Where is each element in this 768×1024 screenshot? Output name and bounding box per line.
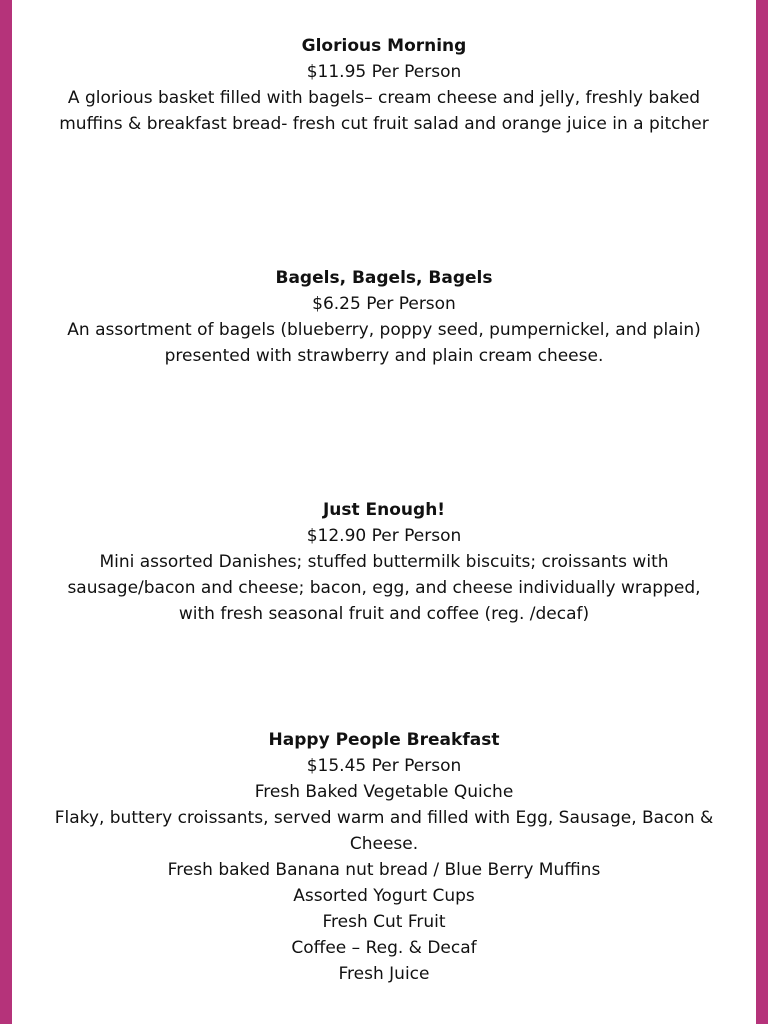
left-border <box>0 0 12 1024</box>
section-description: A glorious basket filled with bagels– cream cheese and jelly, freshly baked muffins & breakfast bread- fresh cut fruit salad and orange juice in a pitcher <box>59 88 709 134</box>
menu-item: Fresh Baked Vegetable Quiche <box>254 782 514 802</box>
menu-section-just-enough <box>12 497 756 627</box>
section-title: Happy People Breakfast <box>268 730 500 750</box>
section-description: An assortment of bagels (blueberry, poppy seed, pumpernickel, and plain) presented with strawberry and plain cream cheese. <box>67 320 701 366</box>
section-title: Just Enough! <box>322 500 446 520</box>
menu-section-happy-people-breakfast <box>12 727 756 987</box>
menu-section-glorious-morning <box>12 33 756 137</box>
section-description: Mini assorted Danishes; stuffed buttermilk biscuits; croissants with sausage/bacon and cheese; bacon, egg, and cheese individually wrapped, with fresh seasonal fruit and coffee (reg. /decaf) <box>67 552 701 624</box>
section-title: Glorious Morning <box>301 36 467 56</box>
menu-section-bagels <box>12 265 756 369</box>
section-title: Bagels, Bagels, Bagels <box>275 268 493 288</box>
section-price: $15.45 Per Person <box>306 756 462 776</box>
section-price: $6.25 Per Person <box>312 294 456 314</box>
menu-item: Flaky, buttery croissants, served warm and filled with Egg, Sausage, Bacon & Cheese. <box>54 808 714 854</box>
menu-item: Fresh Cut Fruit <box>322 912 446 932</box>
menu-page <box>12 0 756 1024</box>
menu-item: Fresh Juice <box>338 964 430 984</box>
right-border <box>756 0 768 1024</box>
menu-item: Assorted Yogurt Cups <box>293 886 475 906</box>
section-price: $12.90 Per Person <box>306 526 462 546</box>
menu-item: Coffee – Reg. & Decaf <box>291 938 477 958</box>
menu-item: Fresh baked Banana nut bread / Blue Berry Muffins <box>167 860 601 880</box>
section-price: $11.95 Per Person <box>306 62 462 82</box>
